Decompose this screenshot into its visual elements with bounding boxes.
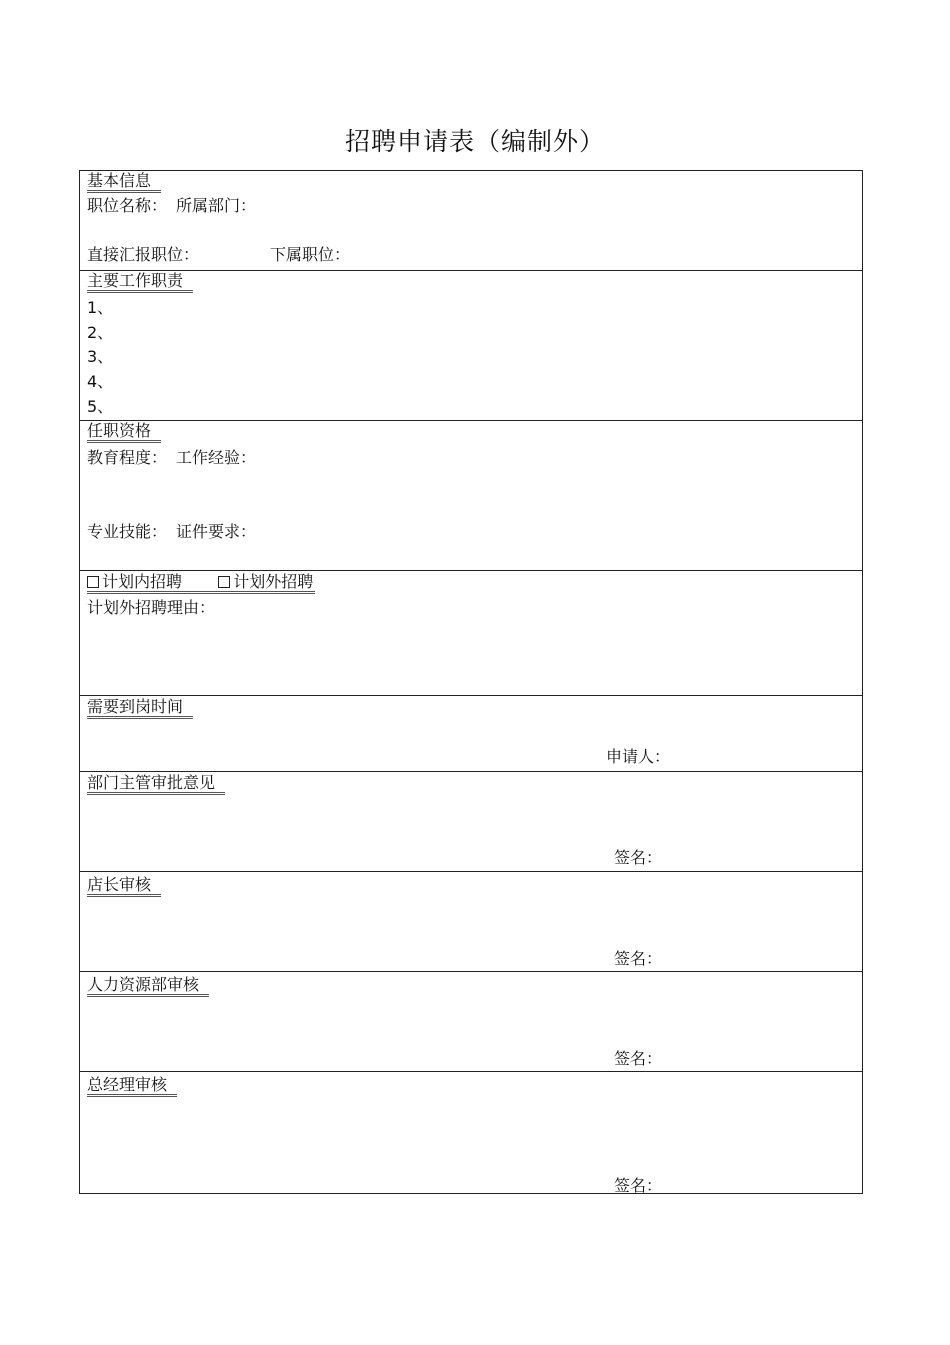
- section-plan: [80, 570, 862, 695]
- subordinate-label: 下属职位：: [270, 245, 351, 264]
- section-store-approval: [80, 871, 862, 971]
- section-qualifications: [80, 420, 862, 570]
- duty-item: 1、: [87, 298, 114, 317]
- signature-label: 签名：: [614, 1176, 663, 1195]
- section-heading-qualifications: 任职资格: [87, 421, 161, 443]
- experience-label: 工作经验：: [176, 448, 257, 467]
- section-arrival-time: [80, 695, 862, 771]
- duty-item: 3、: [87, 347, 114, 366]
- certificates-label: 证件要求：: [176, 522, 257, 541]
- section-heading-arrival-time: 需要到岗时间: [87, 697, 193, 719]
- section-dept-approval: [80, 771, 862, 871]
- section-heading-basic-info: 基本信息: [87, 171, 161, 193]
- section-heading-gm-approval: 总经理审核: [87, 1075, 177, 1097]
- duty-item: 2、: [87, 323, 114, 342]
- section-basic-info: [80, 171, 862, 270]
- out-plan-option[interactable]: [218, 572, 313, 591]
- recruitment-form: [79, 170, 863, 1194]
- plan-options: [87, 572, 315, 594]
- signature-label: 签名：: [614, 848, 663, 867]
- section-heading-duties: 主要工作职责: [87, 271, 193, 293]
- education-label: 教育程度：: [87, 448, 168, 467]
- position-name-label: 职位名称：: [87, 196, 168, 215]
- in-plan-label: 计划内招聘: [102, 572, 183, 591]
- signature-label: 签名：: [614, 1049, 663, 1068]
- out-plan-label: 计划外招聘: [233, 572, 314, 591]
- form-title: 招聘申请表（编制外）: [344, 127, 605, 156]
- section-heading-hr-approval: 人力资源部审核: [87, 975, 209, 997]
- section-duties: [80, 270, 862, 420]
- applicant-label: 申请人：: [606, 747, 671, 766]
- out-plan-reason-label: 计划外招聘理由：: [87, 598, 216, 617]
- department-label: 所属部门：: [176, 196, 257, 215]
- in-plan-checkbox[interactable]: [87, 576, 99, 588]
- duty-item: 5、: [87, 397, 114, 416]
- section-heading-dept-approval: 部门主管审批意见: [87, 773, 225, 795]
- duty-item: 4、: [87, 372, 114, 391]
- in-plan-option[interactable]: [87, 572, 182, 591]
- section-hr-approval: [80, 971, 862, 1071]
- section-heading-store-approval: 店长审核: [87, 875, 161, 897]
- reports-to-label: 直接汇报职位：: [87, 245, 200, 264]
- signature-label: 签名：: [614, 949, 663, 968]
- section-gm-approval: [80, 1071, 862, 1193]
- out-plan-checkbox[interactable]: [218, 576, 230, 588]
- skills-label: 专业技能：: [87, 522, 168, 541]
